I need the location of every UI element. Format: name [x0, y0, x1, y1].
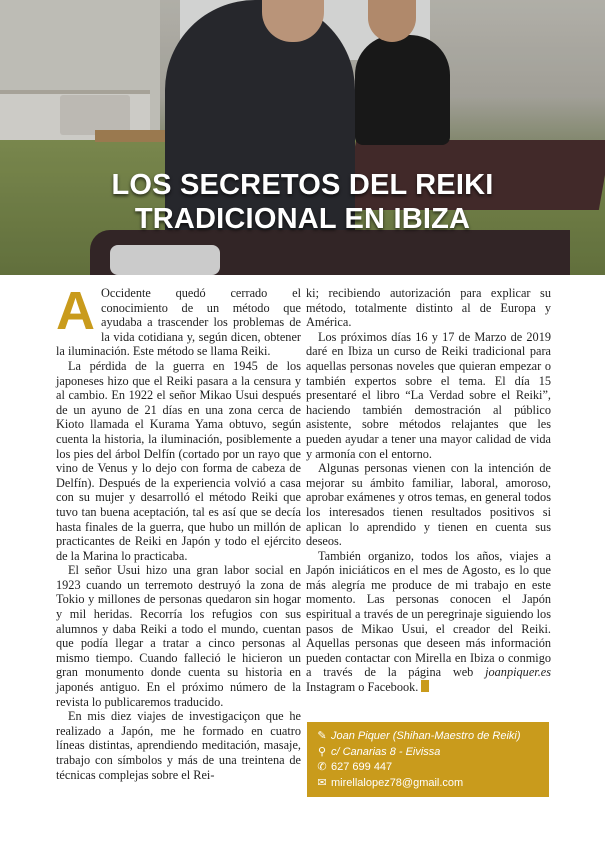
paragraph [56, 281, 301, 359]
body-column-left [56, 281, 301, 782]
contact-email-row [317, 776, 539, 792]
envelope-icon: ✉ [317, 776, 327, 789]
contact-name-row [317, 729, 539, 745]
paragraph: La pérdida de la guerra en 1945 de los japoneses hizo que el Reiki pasara a la censura y al cambio. En 1922 el señor Mikao Usui después de un ayuno de 21 días en una zona cerca de Kioto llamada el Kurama Yama obtuvo, según cuenta la historia, la iluminación, posiblemente a los pies del árbol Delfín (cortado por un rayo que vino de Venus y lo dejo con forma de cabeza de Delfín). Después de la experiencia volvió a casa con su mujer y desarrolló el método Reiki que tuvo tan buena aceptación, tal es así que se decía hasta finales de la guerra, que hubo un millón de practicantes de Reiki en Japón y todo el ejército de la Marina lo practicaba. [56, 358, 301, 563]
paragraph-text: Occidente quedó cerrado el conocimiento de un método que ayudaba a trascender los problemas de la vida cotidiana y, según dicen, obtener la iluminación. Este método se llama Reiki. [56, 286, 301, 359]
article-title [0, 168, 605, 236]
contact-address-row [317, 745, 539, 761]
contact-box [307, 722, 549, 797]
end-mark [421, 680, 429, 692]
title-line-2: TRADICIONAL EN IBIZA [134, 203, 471, 235]
paragraph: Algunas personas vienen con la intención de mejorar su ámbito familiar, laboral, amoroso, aprobar exámenes y otros temas, en general todos los interesados tienen resultados positivos si aplican lo aprendido y tienen en cuenta sus deseos. [306, 461, 551, 549]
title-line-1: LOS SECRETOS DEL REIKI [111, 169, 494, 201]
contact-phone-row [317, 760, 539, 776]
paragraph: El señor Usui hizo una gran labor social en 1923 cuando un terremoto destruyó la zona de Tokio y millones de personas quedaron sin hogar y mil heridas. Recorría los refugios con sus alumnos y daba Reiki a todo el mundo, cuentan que podía llegar a tratar a cinco personas al mismo tiempo. Cuando falleció le hicieron un gran monumento donde cuenta su historia en japonés antiguo. En el próximo número de la revista lo publicaremos traducido. [56, 563, 301, 709]
paragraph-text: También organizo, todos los años, viajes a Japón iniciáticos en el mes de Agosto, es lo que más alegría me produce de mi trabajo en este momento. Las personas conocen el Japón espiritual a través de un peregrinaje siguiendo los pasos de Mikao Usui, el creador del Reiki. Aquellas personas que deseen más información pueden contactar con Mirella en Ibiza o conmigo a través de la página web [306, 548, 551, 680]
website-link[interactable]: joanpiquer.es [485, 665, 552, 680]
contact-address: c/ Canarias 8 - Eivissa [331, 745, 441, 758]
paragraph: Los próximos días 16 y 17 de Marzo de 2019 daré en Ibiza un curso de Reiki tradicional para aquellas personas noveles que quieran empezar o también expertos sobre el tema. El día 15 presentaré el libro “La Verdad sobre el Reiki”, haciendo también demostración al público asistente, sobre métodos relajantes que les pueden ayudar a tener una mayor calidad de vida y armonía con el entorno. [306, 329, 551, 461]
paragraph-text: Instagram o Facebook. [306, 680, 419, 695]
location-pin-icon: ⚲ [317, 745, 327, 758]
phone-icon: ✆ [317, 761, 327, 773]
contact-name: Joan Piquer (Shihan-Maestro de Reiki) [331, 730, 521, 742]
contact-phone[interactable]: 627 699 447 [331, 761, 393, 773]
pencil-icon: ✎ [317, 730, 327, 742]
paragraph: En mis diez viajes de investigaciçon que he realizado a Japón, me he formado en cuatro líneas distintas, aprendiendo meditación, masaje, trabajo con símbolos y más de una treintena de técnicas complejas sobre el Rei- [56, 709, 301, 782]
paragraph: ki; recibiendo autorización para explicar su método, totalmente distinto al de Europa y América. [306, 286, 551, 330]
dropcap: A [56, 281, 95, 341]
paragraph [306, 549, 551, 695]
contact-email[interactable]: mirellalopez78@gmail.com [331, 776, 464, 789]
body-column-right [306, 286, 551, 695]
